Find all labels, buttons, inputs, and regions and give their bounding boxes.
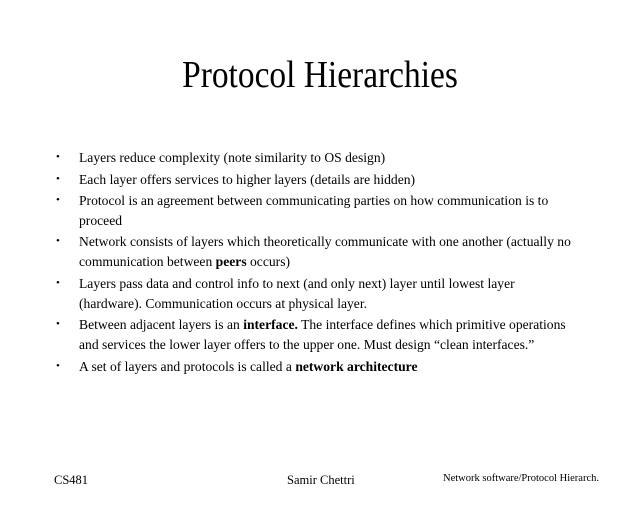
footer-topic: Network software/Protocol Hierarch. — [443, 473, 599, 484]
bullet-item — [56, 191, 576, 231]
emphasis-interface: interface. — [243, 317, 298, 333]
bullet-dot-icon: • — [56, 276, 60, 289]
bullet-dot-icon: • — [56, 172, 60, 185]
bullet-dot-icon: • — [56, 194, 60, 206]
bullet-text: Each layer offers services to higher layers (details are hidden) — [79, 171, 416, 187]
slide-title: Protocol Hierarchies — [182, 54, 458, 96]
bullet-item — [56, 148, 576, 168]
footer-author: Samir Chettri — [287, 473, 355, 487]
bullet-text: Protocol is an agreement between communicating parties on how communication is to proceed — [79, 193, 549, 228]
bullet-item — [56, 274, 576, 314]
bullet-item — [56, 232, 576, 272]
emphasis-network-architecture: network architecture — [295, 358, 418, 374]
bullet-item — [56, 170, 576, 190]
bullet-list — [56, 148, 576, 378]
bullet-dot-icon: • — [56, 151, 60, 163]
bullet-item — [56, 357, 576, 377]
bullet-text: A set of layers and protocols is called a network architecture — [79, 358, 418, 374]
footer-course: CS481 — [54, 473, 89, 487]
bullet-text: Network consists of layers which theoretically communicate with one another (actually no communication between peers occurs) — [79, 234, 571, 270]
bullet-item — [56, 315, 576, 355]
bullet-text: Layers reduce complexity (note similarity to OS design) — [79, 150, 386, 165]
bullet-dot-icon: • — [56, 235, 60, 248]
bullet-dot-icon: • — [56, 318, 60, 331]
bullet-text: Layers pass data and control info to next (and only next) layer until lowest layer (hardware). Communication occurs at physical layer. — [79, 275, 515, 311]
bullet-text: Between adjacent layers is an interface. The interface defines which primitive operations and services the lower layer offers to the upper one. Must design “clean interfaces.” — [79, 317, 566, 353]
emphasis-peers: peers — [215, 254, 247, 270]
bullet-dot-icon: • — [56, 359, 60, 372]
